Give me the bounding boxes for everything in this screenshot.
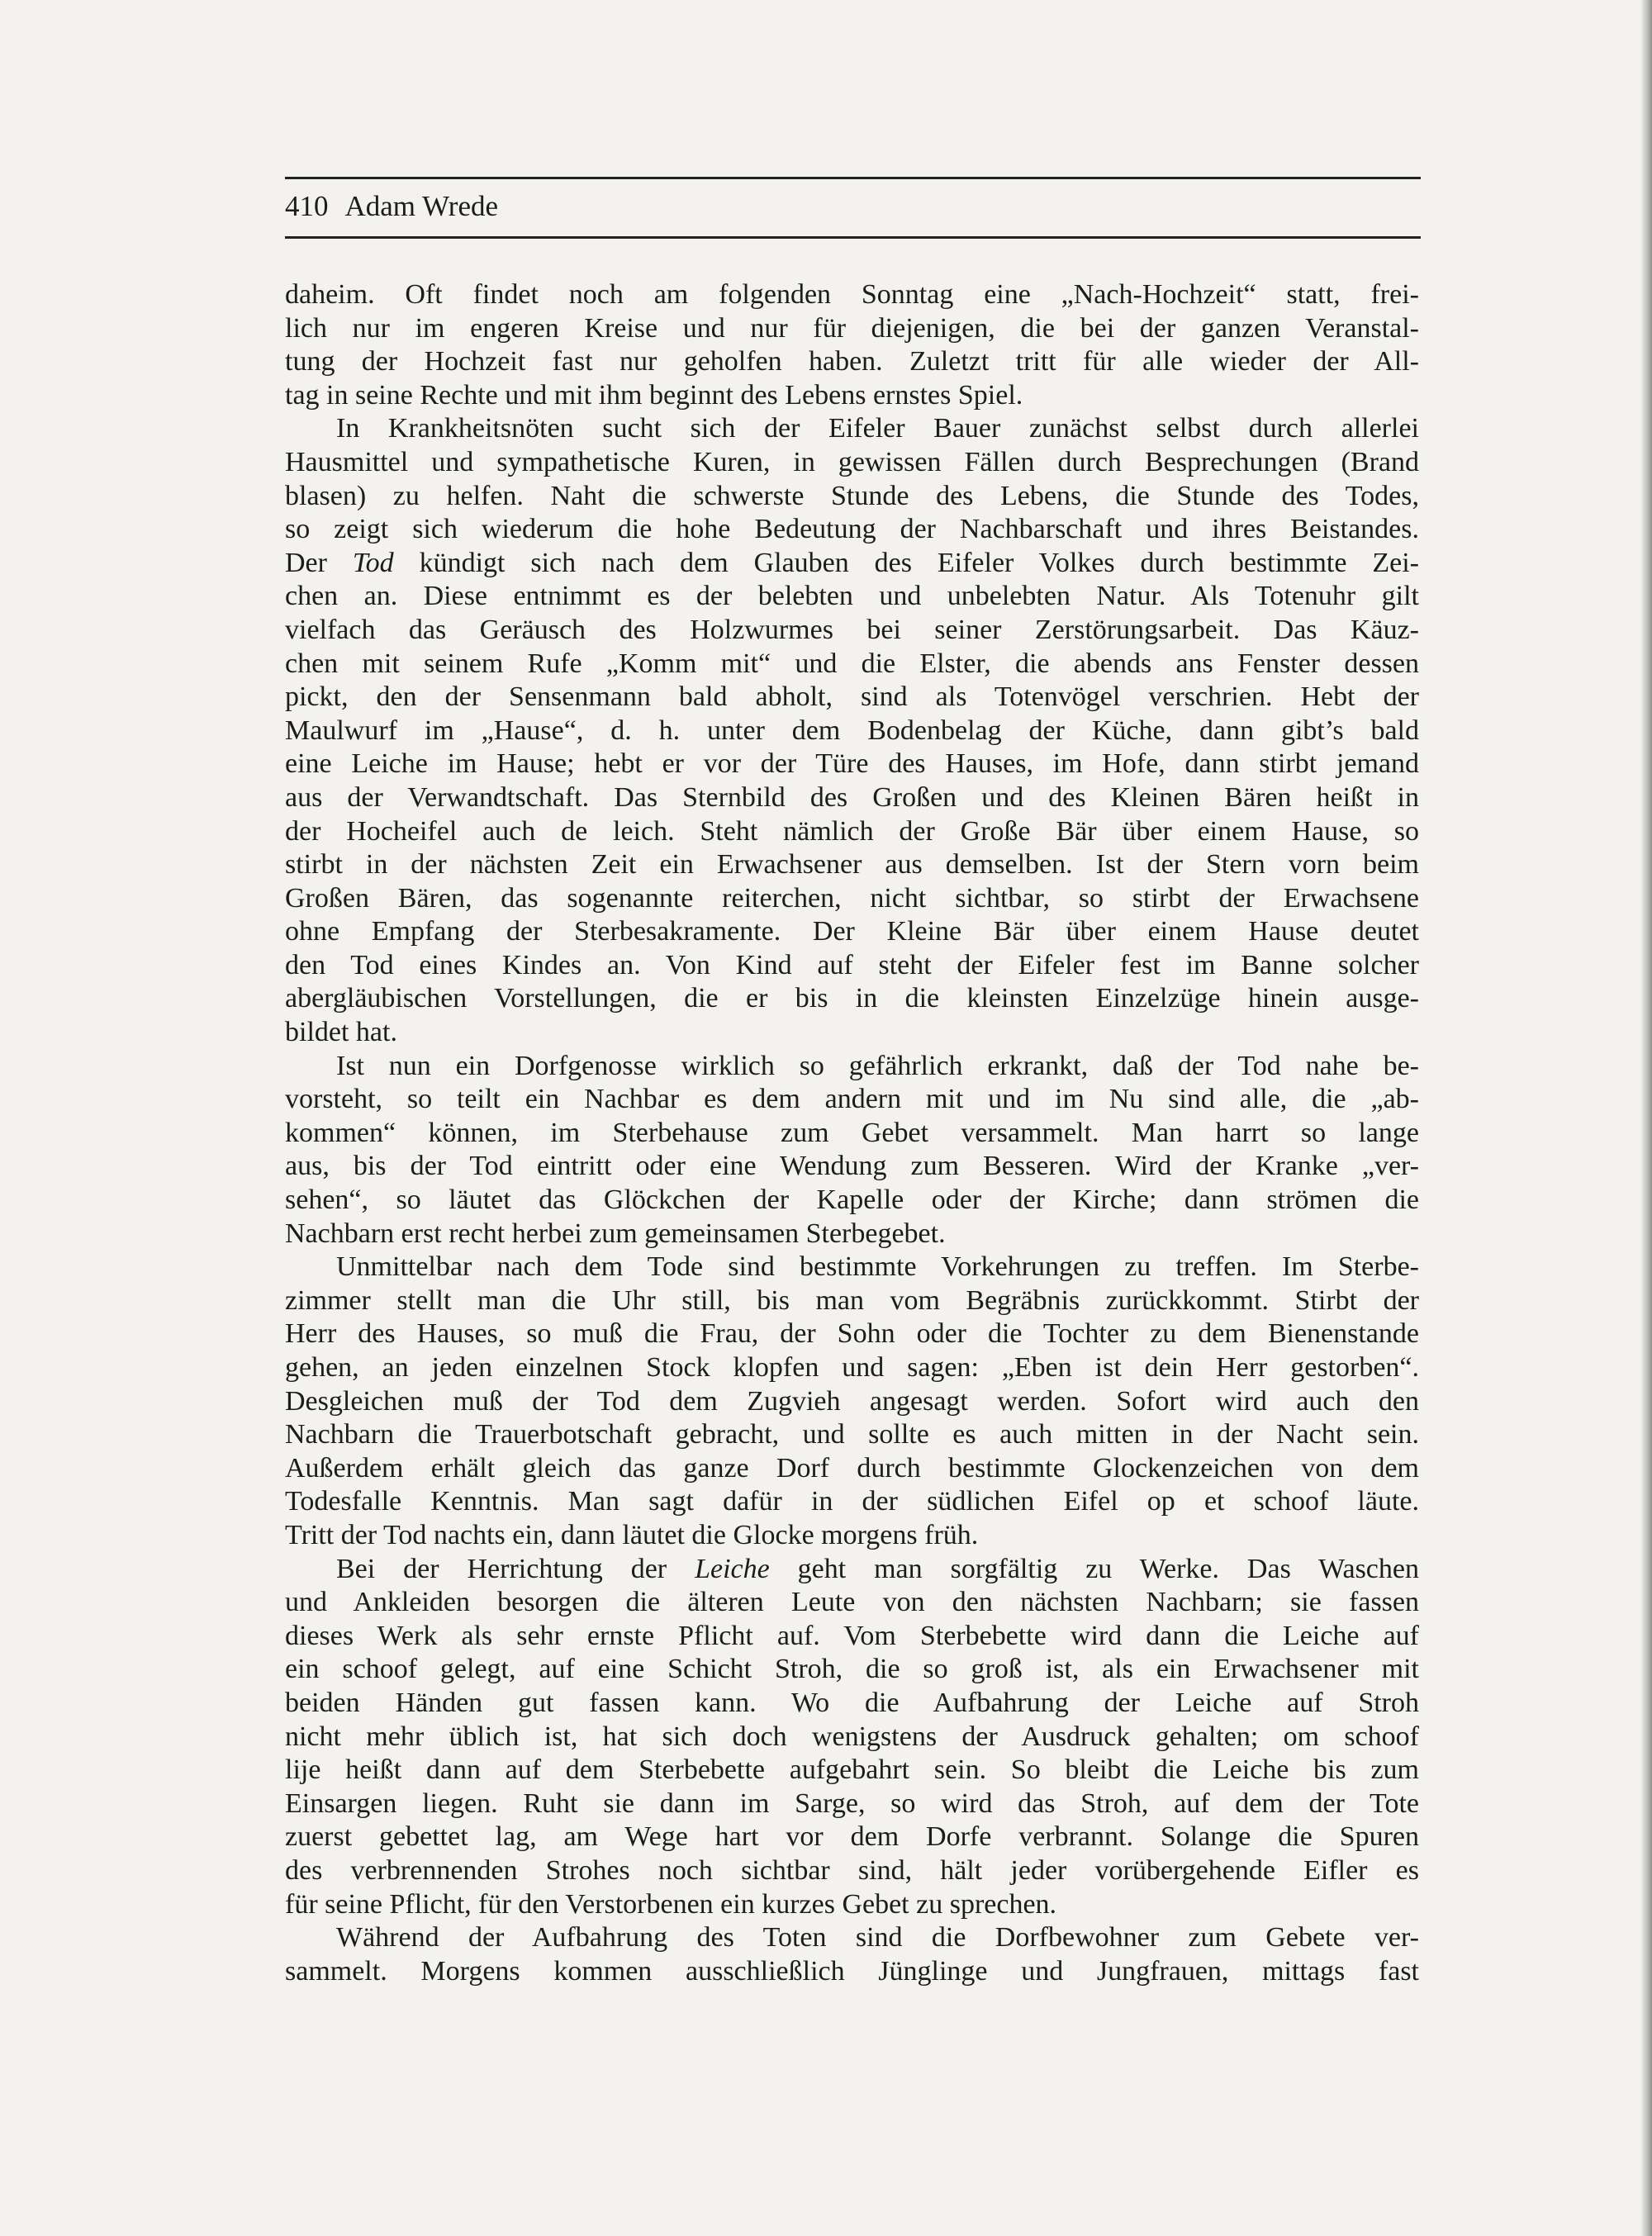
text-line: tag in seine Rechte und mit ihm beginnt des Lebens ernstes Spiel.	[285, 379, 1023, 411]
text-line	[285, 1553, 1419, 1587]
running-header	[285, 188, 498, 225]
text-line: Unmittelbar nach dem Tode sind bestimmte Vorkehrungen zu treffen. Im Sterbe-	[336, 1251, 1419, 1283]
text-line: pickt, den der Sensenmann bald abholt, sind als Totenvögel verschrien. Hebt der	[285, 681, 1419, 713]
text-line: chen mit seinem Rufe „Komm mit“ und die Elster, die abends ans Fenster dessen	[285, 648, 1419, 679]
text-line: beiden Händen gut fassen kann. Wo die Aufbahrung der Leiche auf Stroh	[285, 1687, 1419, 1718]
paragraph	[285, 1921, 1419, 1988]
text-line: lich nur im engeren Kreise und nur für diejenigen, die bei der ganzen Veranstal-	[285, 312, 1419, 344]
text-line: Während der Aufbahrung des Toten sind die Dorfbewohner zum Gebete ver-	[336, 1922, 1419, 1954]
paragraph	[285, 1050, 1419, 1251]
text-segment: Bei der Herrichtung der	[336, 1553, 695, 1584]
text-line	[285, 547, 1419, 581]
text-line: ohne Empfang der Sterbesakramente. Der Kleine Bär über einem Hause deutet	[285, 916, 1419, 947]
text-line: Hausmittel und sympathetische Kuren, in gewissen Fällen durch Besprechungen (Brand	[285, 446, 1419, 477]
text-line: In Krankheitsnöten sucht sich der Eifeler Bauer zunächst selbst durch allerlei	[336, 413, 1419, 444]
text-segment: kündigt sich nach dem Glauben des Eifeler Volkes durch bestimmte Zei-	[393, 547, 1419, 578]
text-line: nicht mehr üblich ist, hat sich doch wenigstens der Ausdruck gehalten; om schoof	[285, 1721, 1419, 1752]
text-line: Nachbarn erst recht herbei zum gemeinsamen Sterbegebet.	[285, 1218, 946, 1249]
text-line: lije heißt dann auf dem Sterbebette aufgebahrt sein. So bleibt die Leiche bis zum	[285, 1754, 1419, 1786]
text-line: eine Leiche im Hause; hebt er vor der Türe des Hauses, im Hofe, dann stirbt jemand	[285, 748, 1419, 780]
text-line: ein schoof gelegt, auf eine Schicht Stroh, die so groß ist, als ein Erwachsener mit	[285, 1654, 1419, 1685]
author-name: Adam Wrede	[344, 190, 499, 222]
text-line: sehen“, so läutet das Glöckchen der Kapelle oder der Kirche; dann strömen die	[285, 1184, 1419, 1216]
paragraph	[285, 412, 1419, 1049]
text-line: zimmer stellt man die Uhr still, bis man vom Begräbnis zurückkommt. Stirbt der	[285, 1284, 1419, 1316]
text-line: gehen, an jeden einzelnen Stock klopfen und sagen: „Eben ist dein Herr gestorben“.	[285, 1352, 1419, 1383]
text-line: Tritt der Tod nachts ein, dann läutet die Glocke morgens früh.	[285, 1519, 979, 1550]
text-line: vorsteht, so teilt ein Nachbar es dem andern mit und im Nu sind alle, die „ab-	[285, 1084, 1419, 1115]
text-line: Großen Bären, das sogenannte reiterchen, nicht sichtbar, so stirbt der Erwachsene	[285, 882, 1419, 914]
text-line: daheim. Oft findet noch am folgenden Sonntag eine „Nach-Hochzeit“ statt, frei-	[285, 279, 1419, 310]
body-text	[285, 278, 1419, 1988]
text-line: vielfach das Geräusch des Holzwurmes bei seiner Zerstörungsarbeit. Das Käuz-	[285, 614, 1419, 645]
header-rule-top	[285, 177, 1421, 179]
text-line: Ist nun ein Dorfgenosse wirklich so gefährlich erkrankt, daß der Tod nahe be-	[336, 1050, 1419, 1081]
text-line: zuerst gebettet lag, am Wege hart vor dem Dorfe verbrannt. Solange die Spuren	[285, 1821, 1419, 1853]
text-line: sammelt. Morgens kommen ausschließlich Jünglinge und Jungfrauen, mittags fast	[285, 1955, 1419, 1987]
text-line: Nachbarn die Trauerbotschaft gebracht, und sollte es auch mitten in der Nacht sein.	[285, 1419, 1419, 1450]
text-line: Außerdem erhält gleich das ganze Dorf durch bestimmte Glockenzeichen von dem	[285, 1452, 1419, 1484]
text-line: Desgleichen muß der Tod dem Zugvieh angesagt werden. Sofort wird auch den	[285, 1385, 1419, 1417]
text-segment: geht man sorgfältig zu Werke. Das Waschen	[769, 1553, 1419, 1584]
scan-page-edge	[1640, 0, 1652, 2236]
header-rule-bottom	[285, 236, 1421, 239]
text-line: abergläubischen Vorstellungen, die er bis in die kleinsten Einzelzüge hinein ausge-	[285, 983, 1419, 1014]
text-line: bildet hat.	[285, 1017, 397, 1048]
text-line: dieses Werk als sehr ernste Pflicht auf. Vom Sterbebette wird dann die Leiche auf	[285, 1620, 1419, 1651]
text-line: Einsargen liegen. Ruht sie dann im Sarge, so wird das Stroh, auf dem der Tote	[285, 1787, 1419, 1819]
text-line: Herr des Hauses, so muß die Frau, der Sohn oder die Tochter zu dem Bienenstande	[285, 1318, 1419, 1350]
paragraph	[285, 1251, 1419, 1552]
emphasized-term: Tod	[352, 547, 394, 578]
text-line: so zeigt sich wiederum die hohe Bedeutung der Nachbarschaft und ihres Beistandes.	[285, 514, 1419, 545]
text-line: stirbt in der nächsten Zeit ein Erwachsener aus demselben. Ist der Stern vorn beim	[285, 849, 1419, 881]
text-line: tung der Hochzeit fast nur geholfen haben. Zuletzt tritt für alle wieder der All-	[285, 346, 1419, 377]
text-line: aus der Verwandtschaft. Das Sternbild des Großen und des Kleinen Bären heißt in	[285, 781, 1419, 813]
text-line: des verbrennenden Strohes noch sichtbar sind, hält jeder vorübergehende Eifler es	[285, 1854, 1419, 1886]
text-line: kommen“ können, im Sterbehause zum Gebet versammelt. Man harrt so lange	[285, 1117, 1419, 1148]
emphasized-term: Leiche	[695, 1553, 770, 1584]
text-line: für seine Pflicht, für den Verstorbenen ein kurzes Gebet zu sprechen.	[285, 1888, 1057, 1920]
text-line: Todesfalle Kenntnis. Man sagt dafür in der südlichen Eifel op et schoof läute.	[285, 1486, 1419, 1517]
text-line: und Ankleiden besorgen die älteren Leute von den nächsten Nachbarn; sie fassen	[285, 1587, 1419, 1618]
text-line: Maulwurf im „Hause“, d. h. unter dem Bodenbelag der Küche, dann gibt’s bald	[285, 714, 1419, 746]
text-line: den Tod eines Kindes an. Von Kind auf steht der Eifeler fest im Banne solcher	[285, 949, 1419, 980]
text-line: aus, bis der Tod eintritt oder eine Wendung zum Besseren. Wird der Kranke „ver-	[285, 1151, 1419, 1182]
text-line: blasen) zu helfen. Naht die schwerste Stunde des Lebens, die Stunde des Todes,	[285, 480, 1419, 511]
paragraph	[285, 1553, 1419, 1922]
paragraph	[285, 278, 1419, 412]
text-line: chen an. Diese entnimmt es der belebten und unbelebten Natur. Als Totenuhr gilt	[285, 581, 1419, 612]
text-segment: Der	[285, 547, 353, 578]
text-line: der Hocheifel auch de leich. Steht nämlich der Große Bär über einem Hause, so	[285, 815, 1419, 847]
page-number: 410	[285, 190, 329, 222]
